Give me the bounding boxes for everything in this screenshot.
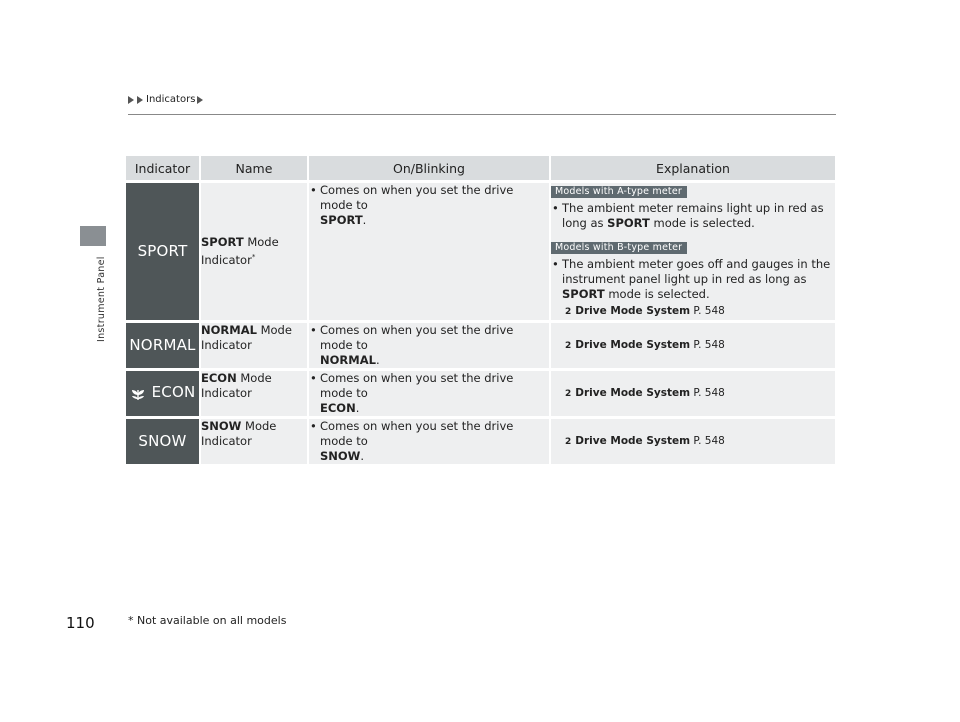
on-blinking-normal: • Comes on when you set the drive mode to NORMAL. <box>308 323 550 368</box>
breadcrumb-arrow-icon <box>137 96 143 104</box>
footnote: * Not available on all models <box>128 614 287 627</box>
indicator-table <box>126 156 835 464</box>
explanation-snow <box>550 419 835 464</box>
econ-indicator-icon: ECON <box>126 371 200 416</box>
on-blinking-econ: • Comes on when you set the drive mode to ECON. <box>308 371 550 416</box>
model-badge-b-type: Models with B-type meter <box>551 242 687 254</box>
normal-indicator-icon: NORMAL <box>126 323 200 368</box>
breadcrumb <box>128 94 204 105</box>
explanation-normal <box>550 323 835 368</box>
section-tab-label: Instrument Panel <box>96 256 107 342</box>
on-blinking-sport: • Comes on when you set the drive mode to SPORT. <box>308 183 550 320</box>
column-header-indicator: Indicator <box>126 156 200 180</box>
econ-leaf-icon <box>130 386 146 402</box>
column-header-on-blinking: On/Blinking <box>308 156 550 180</box>
explanation-sport: Models with A-type meter • The ambient meter remains light up in red as long as SPORT mode is selected. Models with B-type meter • The ambient meter goes off and gauges in the instrument panel light up in red as long as SPORT mode is selected. 2 Drive Mode System P. 548 <box>550 183 835 320</box>
snow-indicator-icon: SNOW <box>126 419 200 464</box>
table-header-row <box>126 156 835 180</box>
reference-arrow-icon: 2 <box>565 340 572 351</box>
explanation-econ <box>550 371 835 416</box>
table-row-normal <box>126 323 835 368</box>
page-number: 110 <box>66 614 95 632</box>
drive-mode-system-link[interactable]: 2 Drive Mode System P. 548 <box>551 338 835 354</box>
sport-indicator-icon: SPORT <box>126 183 200 320</box>
table-row-sport <box>126 183 835 320</box>
on-blinking-snow: • Comes on when you set the drive mode to SNOW. <box>308 419 550 464</box>
indicator-name-sport: SPORT Mode Indicator* <box>200 183 308 320</box>
footnote-mark: * <box>251 253 256 262</box>
drive-mode-system-link[interactable]: 2 Drive Mode System P. 548 <box>551 434 835 450</box>
indicator-name-econ: ECON Mode Indicator <box>200 371 308 416</box>
breadcrumb-item-indicators[interactable]: Indicators <box>146 94 196 105</box>
header-divider <box>128 114 836 115</box>
indicator-name-snow: SNOW Mode Indicator <box>200 419 308 464</box>
drive-mode-system-link[interactable]: 2 Drive Mode System P. 548 <box>551 304 835 320</box>
drive-mode-system-link[interactable]: 2 Drive Mode System P. 548 <box>551 386 835 402</box>
section-tab-marker <box>80 226 106 246</box>
indicator-name-normal: NORMAL Mode Indicator <box>200 323 308 368</box>
reference-arrow-icon: 2 <box>565 436 572 447</box>
reference-arrow-icon: 2 <box>565 307 572 317</box>
table-row-econ <box>126 371 835 416</box>
column-header-name: Name <box>200 156 308 180</box>
breadcrumb-arrow-icon <box>197 96 203 104</box>
column-header-explanation: Explanation <box>550 156 835 180</box>
breadcrumb-arrow-icon <box>128 96 134 104</box>
model-badge-a-type: Models with A-type meter <box>551 186 687 198</box>
table-row-snow <box>126 419 835 464</box>
reference-arrow-icon: 2 <box>565 388 572 399</box>
